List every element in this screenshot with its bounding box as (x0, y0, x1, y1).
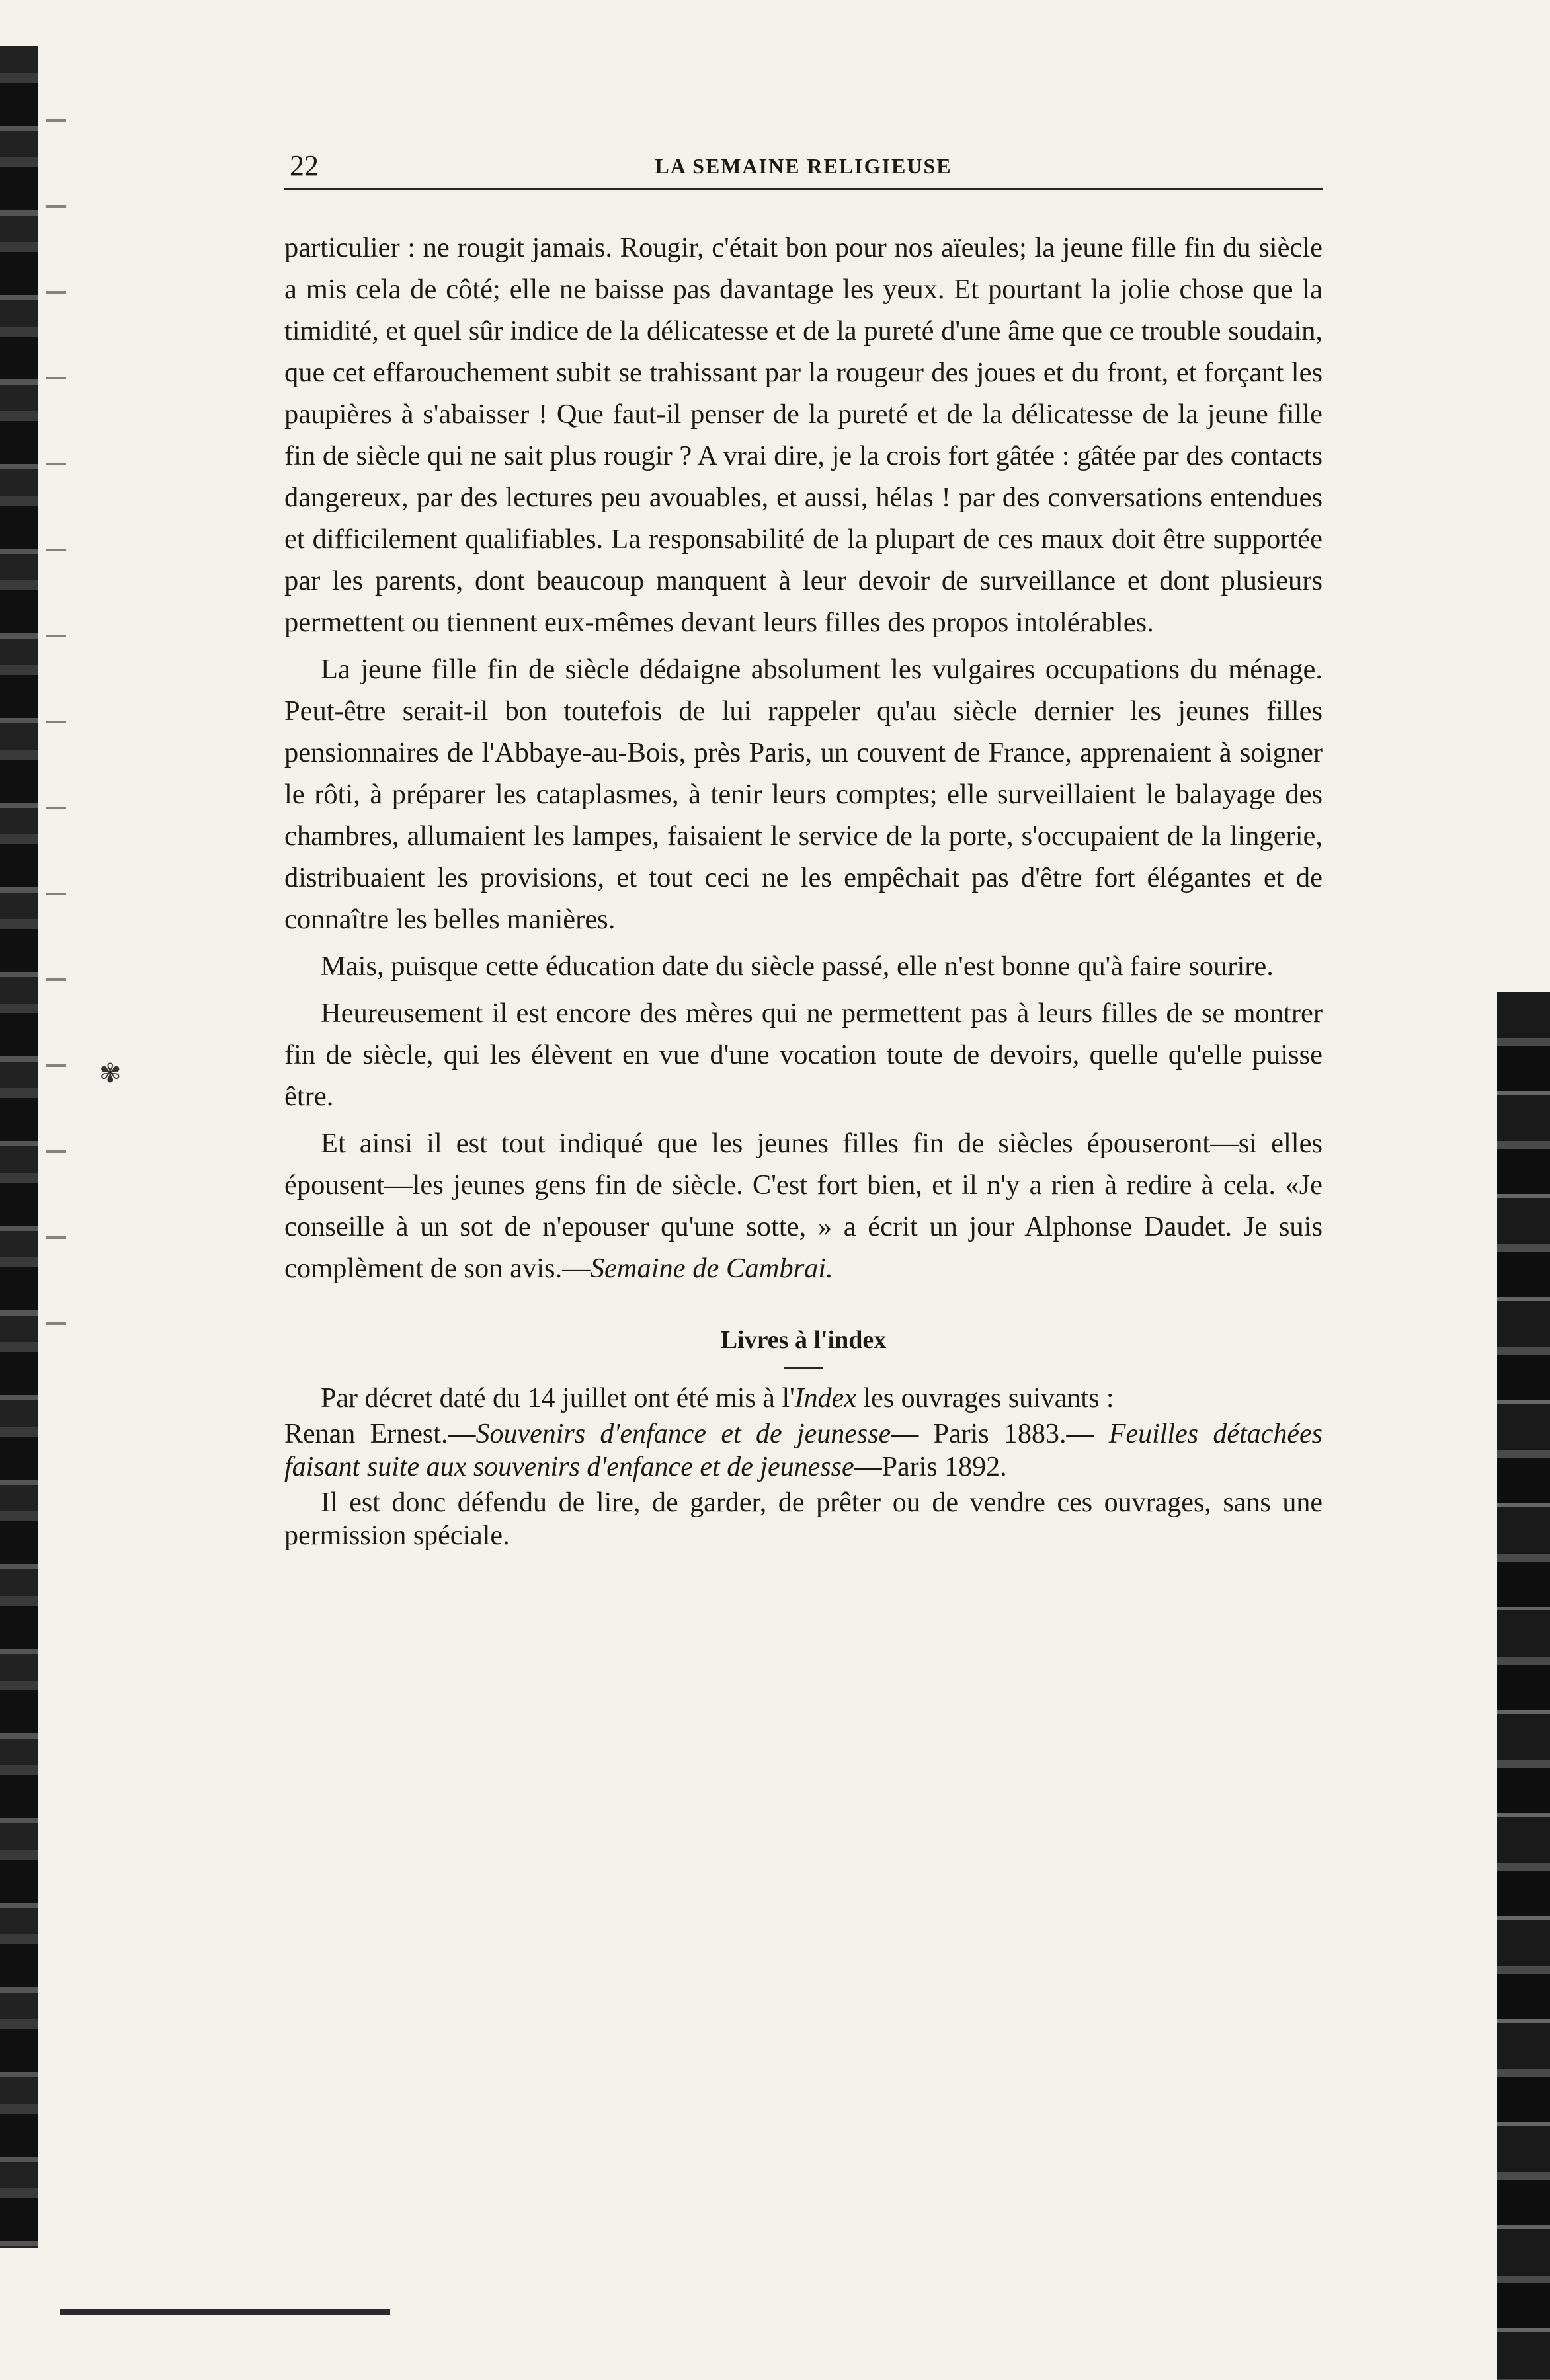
intro-italic: Index (794, 1383, 856, 1413)
section-divider (784, 1367, 823, 1368)
page (284, 149, 1323, 1555)
source-citation: Semaine de Cambrai. (590, 1253, 833, 1284)
index-intro (284, 1382, 1323, 1415)
paragraph (284, 1123, 1323, 1289)
scan-edge-left (0, 46, 38, 2248)
article-body (284, 227, 1323, 1552)
index-closing: Il est donc défendu de lire, de garder, de prêter ou de vendre ces ouvrages, sans une permission spéciale. (284, 1488, 1323, 1551)
page-number: 22 (290, 149, 319, 182)
bottom-rule (60, 2309, 390, 2315)
paragraph-text: Et ainsi il est tout indiqué que les jeunes filles fin de siècles épouseront—si elles épousent—les jeunes gens fin de siècle. C'est fort bien, et il n'y a rien à redire à cela. «Je conseille à un sot de n'epouser qu'une sotte, » a écrit un jour Alphonse Daudet. Je suis complèment de son avis.— (284, 1128, 1323, 1284)
section-title: Livres à l'index (720, 1326, 887, 1354)
work-place: — Paris 1883.— (891, 1419, 1094, 1449)
paragraph: La jeune fille fin de siècle dédaigne absolument les vulgaires occupations du ménage. Peut-être serait-il bon toutefois de lui rappeler qu'au siècle dernier les jeunes filles pensionnaires de l'Abbaye-au-Bois, près Paris, un couvent de France, apprenaient à soigner le rôti, à préparer les cataplasmes, à tenir leurs comptes; elle surveillaient le balayage des chambres, allumaient les lampes, faisaient le service de la porte, s'occupaient de la lingerie, distribuaient les provisions, et tout ceci ne les empêchait pas d'être fort élégantes et de connaître les belles manières. (284, 654, 1323, 935)
work-place: —Paris 1892. (854, 1452, 1007, 1482)
scan-specks (46, 79, 66, 1335)
work-title: Souvenirs d'enfance et de jeunesse (475, 1419, 891, 1449)
paragraph: particulier : ne rougit jamais. Rougir, c'était bon pour nos aïeules; la jeune fille fin du siècle a mis cela de côté; elle ne baisse pas davantage les yeux. Et pourtant la jolie chose que la timidité, et quel sûr indice de la délicatesse et de la pureté d'une âme que ce trouble soudain, que cet effarouchement subit se trahissant par la rougeur des joues et du front, et forçant les paupières à s'abaisser ! Que faut-il penser de la pureté et de la délicatesse de la jeune fille fin de siècle qui ne sait plus rougir ? A vrai dire, je la crois fort gâtée : gâtée par des contacts dangereux, par des lectures peu avouables, et aussi, hélas ! par des conversations entendues et difficilement qualifiables. La responsabilité de la plupart de ces maux doit être supportée par les parents, dont beaucoup manquent à leur devoir de surveillance et dont plusieurs permettent ou tiennent eux-mêmes devant leurs filles des propos intolérables. (284, 232, 1323, 638)
intro-text: Par décret daté du 14 juillet ont été mis à l' (321, 1383, 795, 1413)
index-entry (284, 1417, 1323, 1484)
page-header (284, 149, 1323, 190)
work-title: Feuilles détachées faisant suite aux souvenirs d'enfance et de jeunesse (284, 1419, 1323, 1482)
paragraph: Heureusement il est encore des mères qui ne permettent pas à leurs filles de se montrer fin de siècle, qui les élèvent en vue d'une vocation toute de devoirs, quelle qu'elle puisse être. (284, 998, 1323, 1112)
author: Renan Ernest.— (284, 1419, 476, 1449)
scan-edge-right (1497, 992, 1550, 2380)
ornament-icon: ✾ (99, 1058, 122, 1088)
intro-end: les ouvrages suivants : (856, 1383, 1114, 1413)
paragraph: Mais, puisque cette éducation date du siècle passé, elle n'est bonne qu'à faire sourire. (321, 951, 1274, 982)
running-title: LA SEMAINE RELIGIEUSE (655, 154, 952, 178)
